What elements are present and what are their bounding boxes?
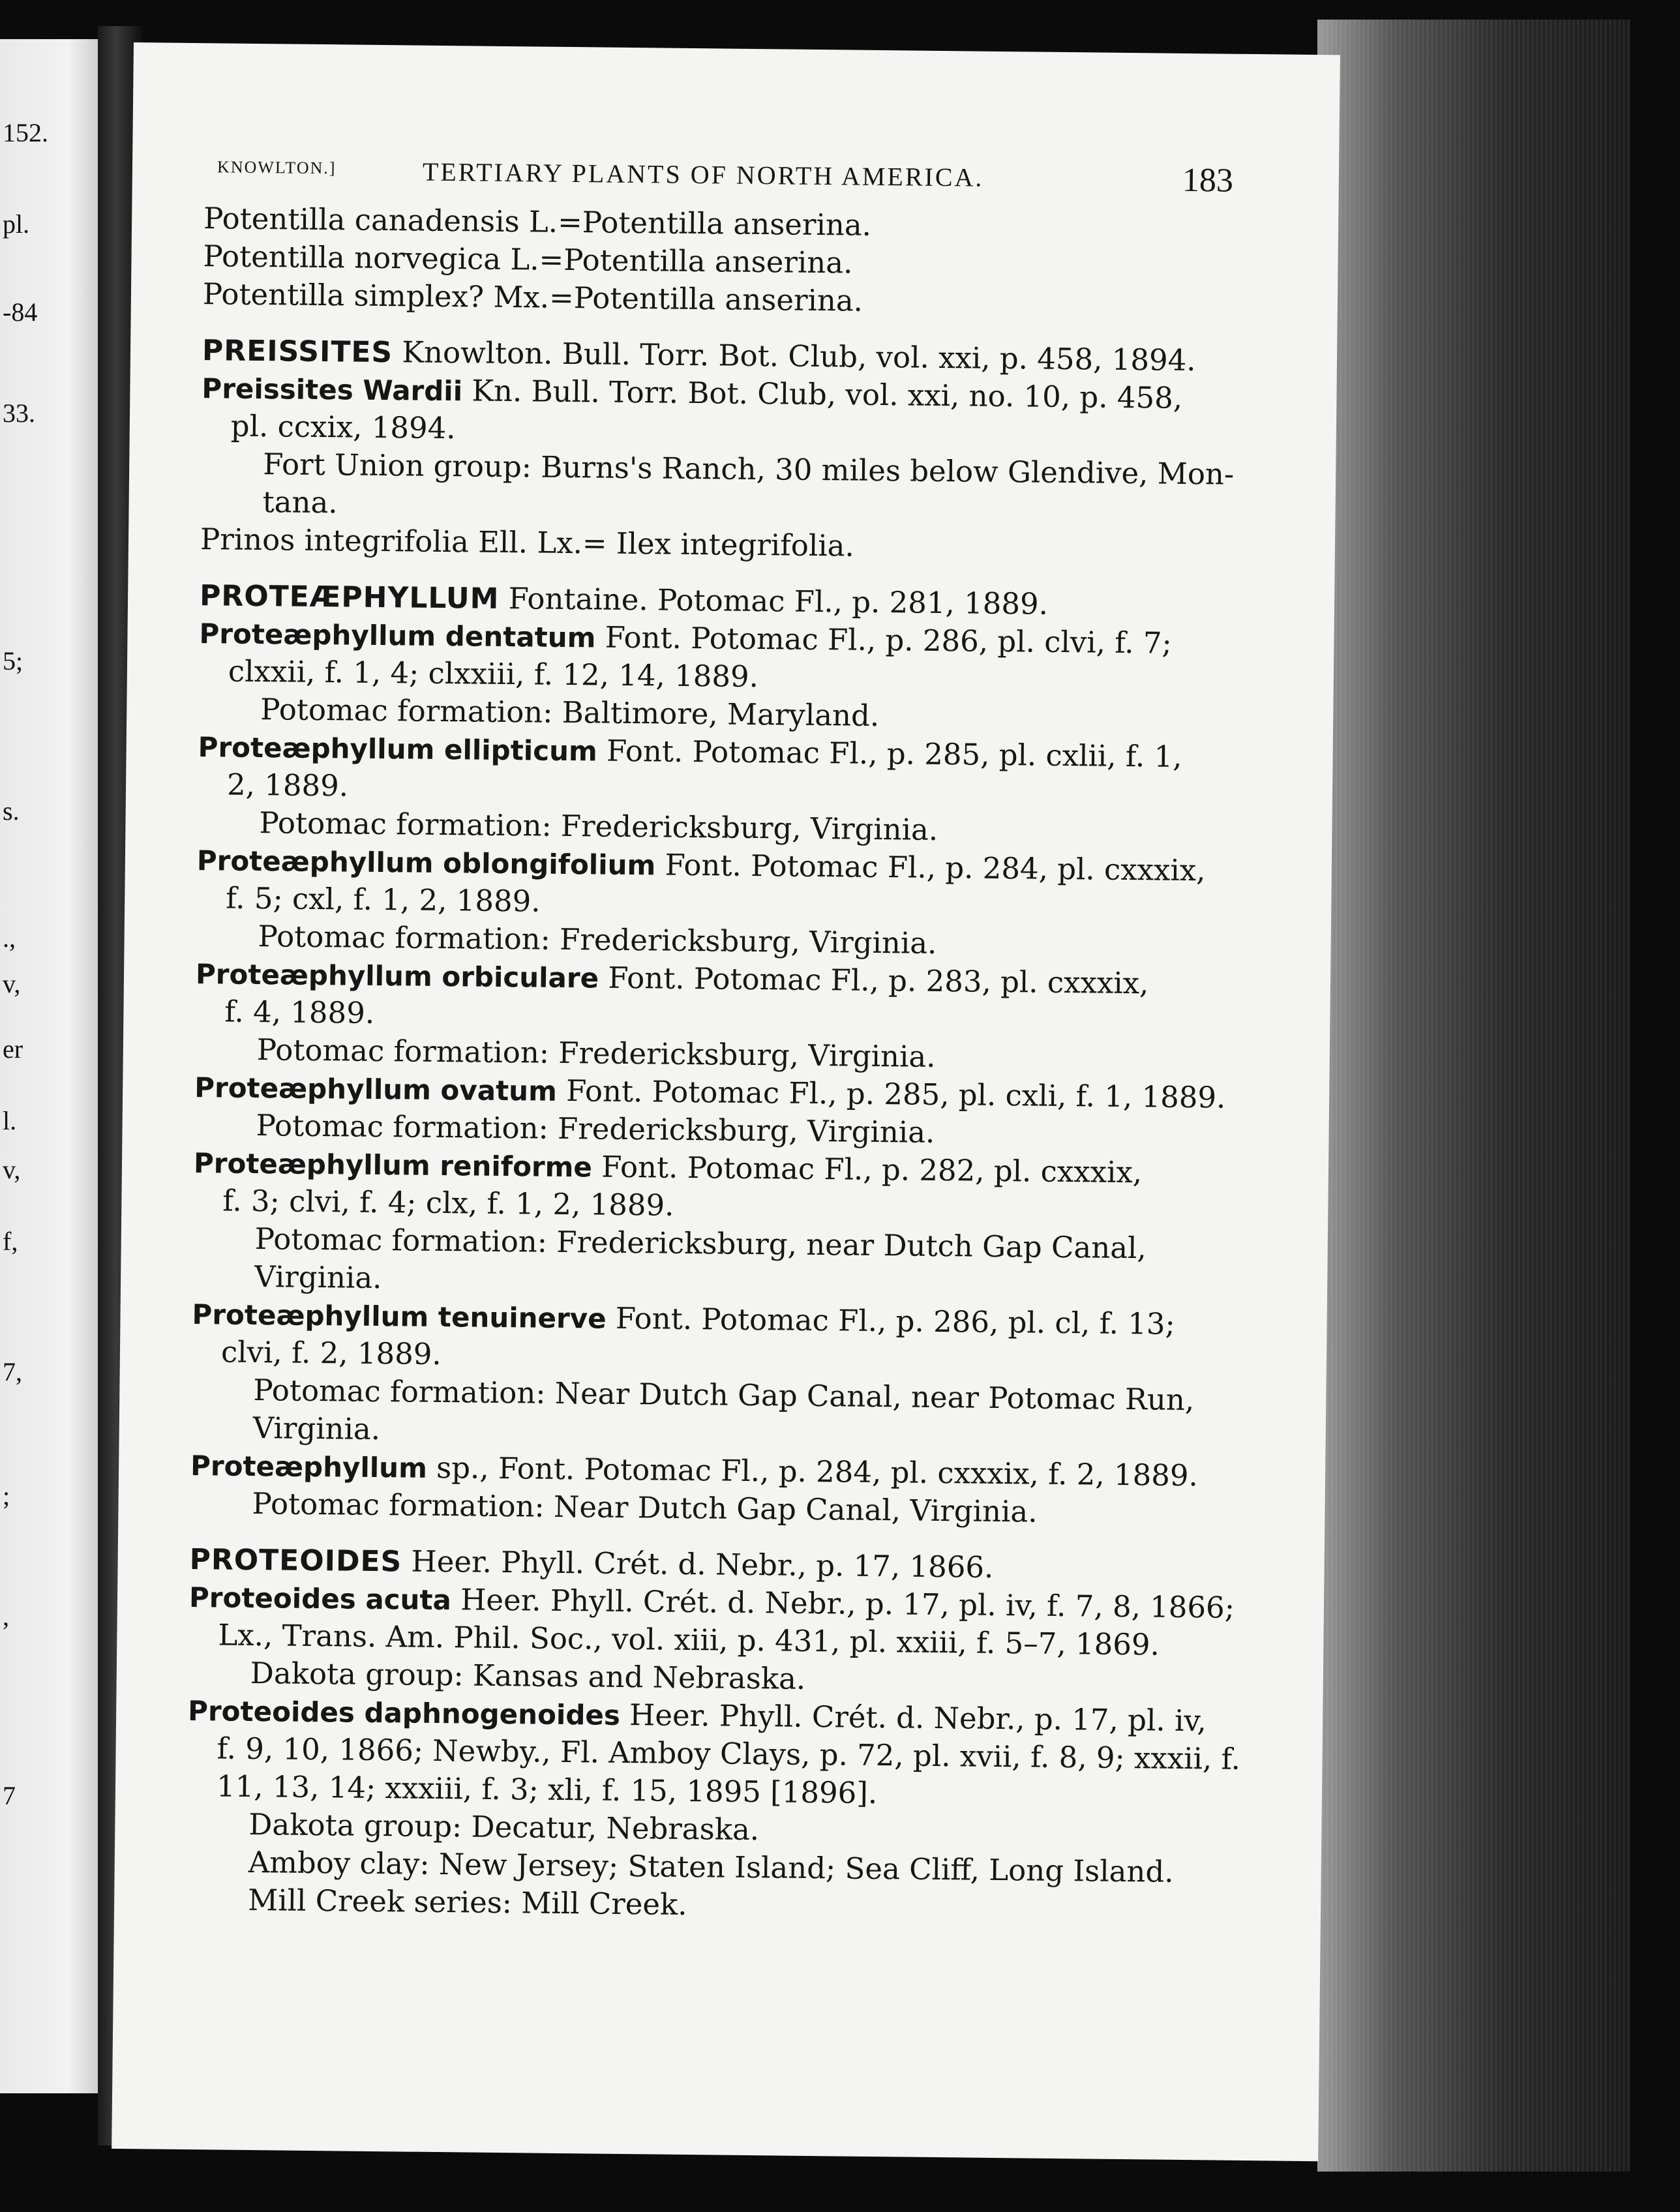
entry-text: Potentilla simplex? Mx.=Potentilla anserina. (202, 276, 863, 318)
entry-text: tana. (262, 485, 338, 520)
entry-text: Potomac formation: Fredericksburg, Virginia. (256, 1032, 936, 1074)
entry-text: Mill Creek series: Mill Creek. (247, 1882, 687, 1922)
entry-text: Dakota group: Decatur, Nebraska. (248, 1806, 760, 1847)
species-name: Proteoides acuta (188, 1581, 452, 1617)
citation-text: sp., Font. Potomac Fl., p. 284, pl. cxxxix, f. 2, 1889. (427, 1450, 1199, 1493)
running-head-title: TERTIARY PLANTS OF NORTH AMERICA. (422, 157, 984, 192)
index-entry (195, 955, 1266, 1079)
left-page-fragment: ; (3, 1481, 10, 1510)
citation-text: Font. Potomac Fl., p. 283, pl. cxxxix, (598, 960, 1149, 1001)
running-head-author: KNOWLTON.] (217, 157, 337, 178)
entry-text: Lx., Trans. Am. Phil. Soc., vol. xiii, p. 431, pl. xxiii, f. 5–7, 1869. (218, 1617, 1160, 1662)
entry-text: Virginia. (252, 1411, 381, 1447)
left-page-fragment: -84 (3, 297, 38, 327)
left-page-fragment: 7 (3, 1781, 16, 1810)
citation-text: Font. Potomac Fl., p. 285, pl. cxlii, f. 1, (597, 733, 1182, 774)
left-page-fragment: 7, (3, 1357, 22, 1386)
left-page-fragment: s. (3, 796, 20, 826)
species-name: Proteæphyllum dentatum (199, 618, 596, 654)
citation-text: Kn. Bull. Torr. Bot. Club, vol. xxi, no. 10, p. 458, (462, 373, 1183, 415)
entry-text: Potomac formation: Fredericksburg, Virginia. (259, 805, 938, 847)
left-page-fragment: 152. (3, 118, 48, 147)
entry-text: f. 9, 10, 1866; Newby., Fl. Amboy Clays, p. 72, pl. xvii, f. 8, 9; xxxii, f. (217, 1731, 1241, 1776)
facing-page-left (0, 39, 98, 2093)
index-entry (192, 1144, 1263, 1306)
entry-text: Potomac formation: Fredericksburg, near Dutch Gap Canal, (254, 1221, 1147, 1266)
species-name: Proteæphyllum orbiculare (195, 958, 599, 994)
citation-text: Knowlton. Bull. Torr. Bot. Club, vol. xxi, p. 458, 1894. (392, 335, 1196, 378)
entry-text: Potomac formation: Baltimore, Maryland. (260, 692, 880, 734)
entry-text: Potentilla norvegica L.=Potentilla anserina. (203, 239, 853, 280)
entry-text: Potomac formation: Fredericksburg, Virginia. (256, 1108, 935, 1150)
index-entry (188, 1578, 1259, 1703)
genus-name: PROTEOIDES (189, 1543, 402, 1579)
citation-text: Font. Potomac Fl., p. 286, pl. cl, f. 13; (606, 1300, 1175, 1341)
entry-text: pl. ccxix, 1894. (230, 408, 456, 446)
citation-text: Font. Potomac Fl., p. 282, pl. cxxxix, (592, 1149, 1143, 1190)
left-page-fragment: er (3, 1034, 23, 1064)
genus-name: PROTEÆPHYLLUM (199, 579, 500, 616)
index-entry (186, 1692, 1258, 1930)
entry-text: Virginia. (254, 1259, 382, 1296)
left-page-fragment: 5; (3, 646, 23, 676)
left-page-fragment: f, (3, 1227, 18, 1256)
book-page (112, 42, 1340, 2161)
entry-text: Fort Union group: Burns's Ranch, 30 miles below Glendive, Mon- (262, 447, 1235, 492)
page-edges (1317, 20, 1630, 2172)
left-page-fragment: , (3, 1602, 9, 1631)
entry-text: 11, 13, 14; xxxiii, f. 3; xli, f. 15, 1895 [1896]. (216, 1769, 878, 1811)
entry-text: Amboy clay: New Jersey; Staten Island; Sea Cliff, Long Island. (248, 1844, 1174, 1889)
species-name: Proteæphyllum oblongifolium (196, 844, 656, 882)
citation-text: Heer. Phyll. Crét. d. Nebr., p. 17, 1866. (402, 1544, 994, 1585)
entry-text: Potomac formation: Fredericksburg, Virginia. (258, 919, 937, 961)
entry-text: f. 5; cxl, f. 1, 2, 1889. (225, 880, 541, 919)
page-number: 183 (1182, 161, 1234, 200)
citation-text: Heer. Phyll. Crét. d. Nebr., p. 17, pl. iv, f. 7, 8, 1866; (451, 1582, 1235, 1625)
species-name: Proteæphyllum ellipticum (198, 731, 598, 768)
left-page-fragment: l. (3, 1106, 17, 1135)
species-name: Proteæphyllum tenuinerve (192, 1298, 607, 1335)
species-name: Proteoides daphnogenoides (187, 1695, 621, 1731)
entry-text: 2, 1889. (226, 767, 349, 803)
index-entry (197, 728, 1268, 852)
page-body (186, 200, 1274, 1930)
entry-text: f. 3; clvi, f. 4; clx, f. 1, 2, 1889. (222, 1183, 674, 1223)
species-name: Proteæphyllum (190, 1450, 428, 1484)
index-entry (200, 369, 1271, 531)
left-page-fragment: ., (3, 923, 16, 953)
entry-text: Potentilla canadensis L.=Potentilla anserina. (203, 201, 872, 243)
index-entry (190, 1295, 1261, 1457)
left-page-fragment: 33. (3, 398, 35, 428)
index-entry (194, 1068, 1264, 1155)
entry-text: Potomac formation: Near Dutch Gap Canal, near Potomac Run, (253, 1373, 1195, 1418)
entry-text: Potomac formation: Near Dutch Gap Canal, Virginia. (252, 1486, 1038, 1529)
citation-text: Font. Potomac Fl., p. 285, pl. cxli, f. 1, 1889. (556, 1073, 1226, 1115)
entry-text: clxxii, f. 1, 4; clxxiii, f. 12, 14, 1889. (228, 653, 759, 695)
species-name: Preissites Wardii (202, 372, 463, 408)
entry-text: Prinos integrifolia Ell. Lx.= Ilex integrifolia. (200, 522, 855, 563)
citation-text: Fontaine. Potomac Fl., p. 281, 1889. (499, 580, 1049, 621)
genus-name: PREISSITES (202, 334, 393, 370)
entry-text: f. 4, 1889. (224, 994, 375, 1030)
left-page-fragment: v, (3, 969, 21, 998)
left-page-fragment: v, (3, 1155, 21, 1184)
entry-text: Dakota group: Kansas and Nebraska. (250, 1656, 806, 1696)
index-entry (196, 841, 1267, 966)
citation-text: Font. Potomac Fl., p. 286, pl. clvi, f. 7; (595, 620, 1172, 661)
species-name: Proteæphyllum ovatum (194, 1071, 558, 1107)
species-name: Proteæphyllum reniforme (193, 1147, 593, 1184)
index-entry (190, 1446, 1260, 1533)
citation-text: Font. Potomac Fl., p. 284, pl. cxxxix, (655, 847, 1206, 888)
index-entry (198, 614, 1269, 739)
entry-text: clvi, f. 2, 1889. (220, 1334, 442, 1372)
citation-text: Heer. Phyll. Crét. d. Nebr., p. 17, pl. iv, (620, 1697, 1207, 1739)
left-page-fragment: pl. (3, 209, 30, 239)
